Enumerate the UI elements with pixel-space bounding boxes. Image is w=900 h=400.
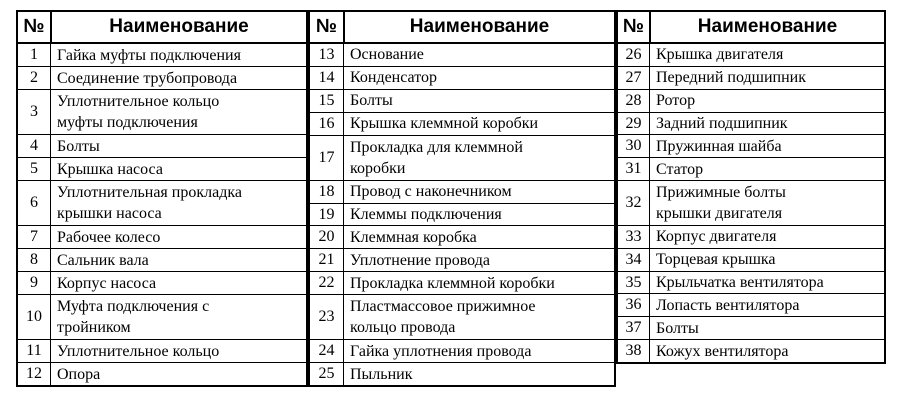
table-header: [18, 12, 306, 44]
row-number: 31: [618, 158, 650, 180]
table-row: [18, 249, 306, 272]
row-name: Прокладка клеммной коробки: [350, 274, 555, 292]
row-number: 17: [310, 136, 344, 180]
row-name: Пружинная шайба: [656, 137, 782, 155]
table-row: [18, 363, 306, 385]
table-row: [618, 90, 884, 113]
table-row: [618, 44, 884, 67]
row-name: Корпус двигателя: [656, 228, 777, 246]
table-row: [18, 340, 306, 363]
table-row: [18, 272, 306, 295]
row-name: Основание: [350, 46, 424, 64]
table-row: [310, 67, 614, 90]
row-name: Конденсатор: [350, 69, 438, 87]
row-name: Уплотнительное кольцо: [57, 342, 220, 360]
row-number: 21: [310, 249, 344, 271]
table-row: [310, 44, 614, 67]
header-number: №: [618, 12, 651, 42]
table-row: [310, 226, 614, 249]
row-number: 34: [618, 249, 650, 271]
table-row: [310, 363, 614, 385]
row-name: Передний подшипник: [656, 69, 806, 87]
row-name: Крышка насоса: [57, 160, 163, 178]
table-row: [310, 136, 614, 181]
row-number: 24: [310, 340, 344, 362]
row-name: Пыльник: [350, 365, 413, 383]
row-name: Пластмассовое прижимное кольцо провода: [350, 298, 536, 337]
table-row: [618, 226, 884, 249]
row-name: Клеммы подключения: [350, 206, 502, 224]
table-row: [310, 90, 614, 113]
row-number: 16: [310, 113, 344, 135]
table-row: [618, 294, 884, 317]
row-number: 2: [18, 67, 51, 89]
table-header: [618, 12, 884, 44]
row-number: 10: [18, 295, 51, 339]
row-name: Провод с наконечником: [350, 183, 512, 201]
row-name: Болты: [656, 319, 699, 337]
row-name: Ротор: [656, 92, 696, 110]
row-name: Гайка муфты подключения: [57, 46, 241, 64]
row-number: 12: [18, 363, 51, 385]
table-row: [618, 67, 884, 90]
table-row: [18, 44, 306, 67]
row-number: 22: [310, 272, 344, 294]
table-row: [310, 340, 614, 363]
table-row: [310, 272, 614, 295]
row-name: Торцевая крышка: [656, 251, 776, 269]
row-name: Уплотнение провода: [350, 251, 490, 269]
table-row: [618, 158, 884, 181]
row-name: Лопасть вентилятора: [656, 296, 800, 314]
row-number: 37: [618, 317, 650, 339]
row-number: 30: [618, 135, 650, 157]
row-name: Уплотнительное кольцо муфты подключения: [57, 93, 220, 131]
row-name: Корпус насоса: [57, 274, 157, 292]
row-name: Прижимные болты крышки двигателя: [656, 184, 786, 223]
row-number: 15: [310, 90, 344, 112]
table-row: [618, 249, 884, 272]
row-name: Прокладка для клеммной коробки: [350, 138, 523, 177]
table-row: [618, 272, 884, 295]
row-number: 27: [618, 67, 650, 89]
table-row: [618, 135, 884, 158]
row-number: 29: [618, 113, 650, 135]
row-number: 26: [618, 44, 650, 66]
table-row: [18, 135, 306, 158]
parts-table-1: [16, 10, 308, 387]
row-number: 9: [18, 272, 51, 294]
row-number: 7: [18, 226, 51, 248]
table-body: [18, 44, 306, 385]
row-name: Опора: [57, 365, 101, 383]
row-number: 25: [310, 363, 344, 385]
row-number: 35: [618, 272, 650, 294]
table-row: [18, 90, 306, 135]
header-number: №: [310, 12, 345, 42]
table-row: [310, 113, 614, 136]
table-body: [310, 44, 614, 385]
row-name: Болты: [57, 137, 100, 155]
row-name: Рабочее колесо: [57, 228, 161, 246]
row-name: Клеммная коробка: [350, 228, 477, 246]
row-number: 23: [310, 295, 344, 339]
row-number: 3: [18, 90, 51, 134]
header-name: Наименование: [697, 16, 838, 37]
row-number: 8: [18, 249, 51, 271]
table-body: [618, 44, 884, 362]
table-row: [310, 204, 614, 227]
table-row: [18, 158, 306, 181]
row-number: 20: [310, 226, 344, 248]
row-number: 14: [310, 67, 344, 89]
header-name: Наименование: [409, 16, 550, 37]
table-row: [18, 226, 306, 249]
table-row: [18, 181, 306, 226]
row-name: Гайка уплотнения провода: [350, 342, 532, 360]
row-number: 18: [310, 181, 344, 203]
header-number: №: [18, 12, 52, 42]
table-row: [310, 295, 614, 340]
row-name: Задний подшипник: [656, 115, 788, 132]
row-number: 32: [618, 181, 650, 225]
parts-table-3: [616, 10, 886, 364]
row-number: 38: [618, 340, 650, 362]
parts-table-2: [308, 10, 616, 387]
row-number: 5: [18, 158, 51, 180]
row-name: Крышка клеммной коробки: [350, 115, 539, 133]
table-header: [310, 12, 614, 44]
table-row: [310, 181, 614, 204]
row-name: Кожух вентилятора: [656, 342, 789, 360]
row-number: 13: [310, 44, 344, 66]
row-name: Уплотнительная прокладка крышки насоса: [57, 184, 242, 222]
row-name: Муфта подключения с тройником: [57, 298, 210, 336]
table-row: [618, 113, 884, 136]
row-number: 28: [618, 90, 650, 112]
row-name: Соединение трубопровода: [57, 69, 238, 87]
row-name: Сальник вала: [57, 251, 149, 269]
table-row: [618, 181, 884, 226]
header-name: Наименование: [109, 16, 249, 37]
table-row: [18, 295, 306, 340]
row-number: 4: [18, 135, 51, 157]
row-number: 36: [618, 294, 650, 316]
row-number: 1: [18, 44, 51, 66]
row-number: 11: [18, 340, 51, 362]
row-name: Статор: [656, 160, 704, 178]
table-row: [618, 340, 884, 362]
table-row: [618, 317, 884, 340]
row-name: Болты: [350, 92, 393, 110]
row-number: 33: [618, 226, 650, 248]
table-row: [18, 67, 306, 90]
row-number: 19: [310, 204, 344, 226]
row-number: 6: [18, 181, 51, 225]
table-row: [310, 249, 614, 272]
row-name: Крыльчатка вентилятора: [656, 274, 824, 292]
row-name: Крышка двигателя: [656, 46, 784, 64]
